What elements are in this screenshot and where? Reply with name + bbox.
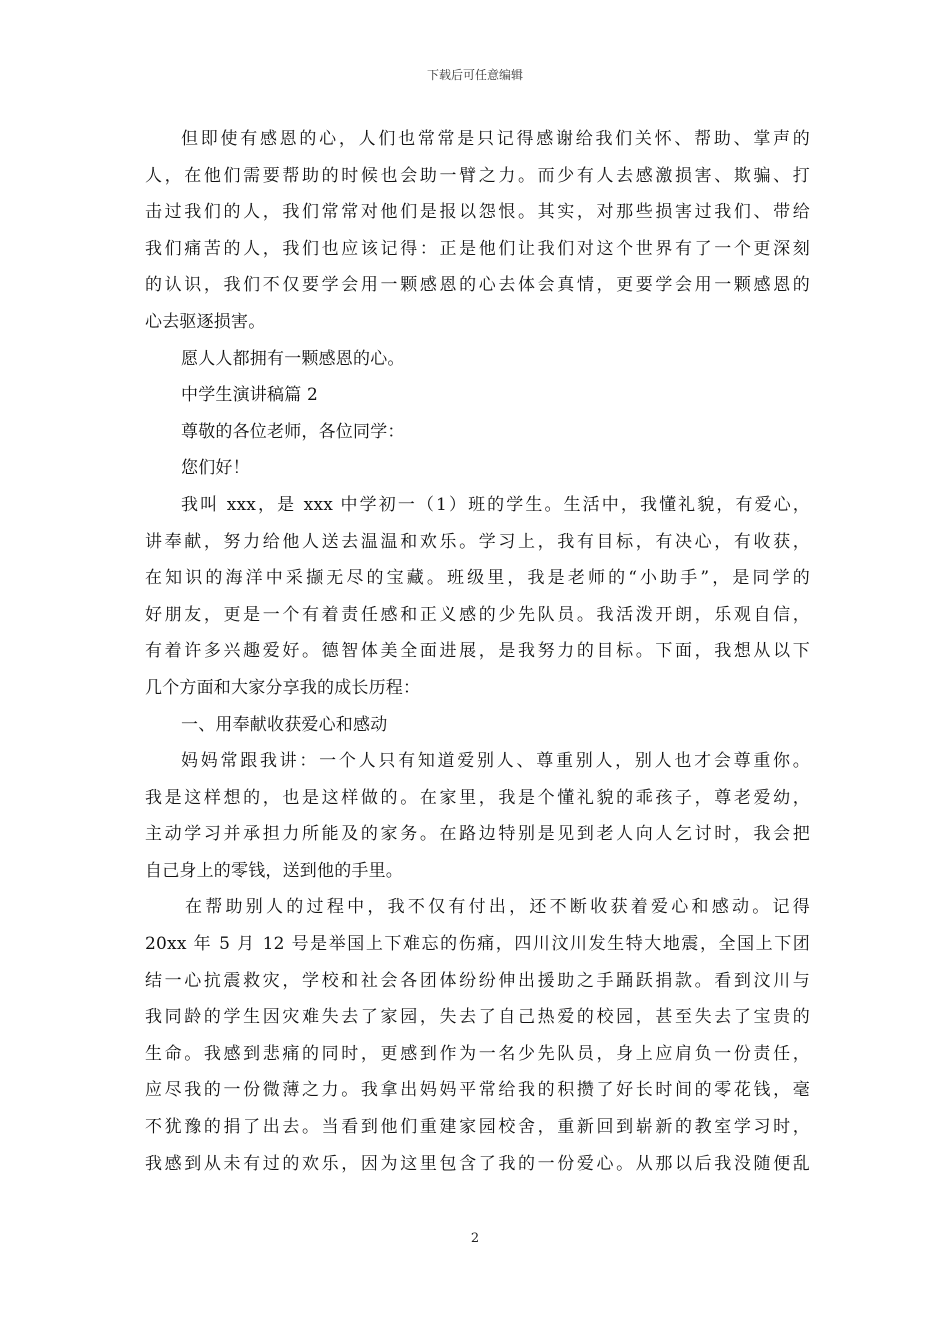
paragraph-line: 自己身上的零钱，送到他的手里。 [145,860,403,881]
paragraph-line: 主动学习并承担力所能及的家务。在路边特别是见到老人向人乞讨时，我会把 [145,824,810,845]
paragraph-line: 愿人人都拥有一颗感恩的心。 [181,348,405,369]
paragraph-line: 我同龄的学生因灾难失去了家园，失去了自己热爱的校园，甚至失去了宝贵的 [145,1007,810,1028]
paragraph-line: 应尽我的一份微薄之力。我拿出妈妈平常给我的积攒了好长时间的零花钱，毫 [145,1080,810,1101]
paragraph-line: 人，在他们需要帮助的时候也会助一臂之力。而少有人去感激损害、欺骗、打 [145,165,810,186]
paragraph-line: 我感到从未有过的欢乐，因为这里包含了我的一份爱心。从那以后我没随便乱 [145,1153,810,1174]
paragraph-line: 击过我们的人，我们常常对他们是报以怨恨。其实，对那些损害过我们、带给 [145,202,810,223]
greeting: 您们好！ [181,458,250,479]
paragraph-line: 有着许多兴趣爱好。德智体美全面进展，是我努力的目标。下面，我想从以下 [145,641,810,662]
paragraph-line: 生命。我感到悲痛的同时，更感到作为一名少先队员，身上应肩负一份责任， [145,1043,810,1064]
document-body [145,121,810,1182]
salutation: 尊敬的各位老师，各位同学： [181,421,405,442]
subsection-heading: 一、用奉献收获爱心和感动 [181,714,388,735]
paragraph-line: 心去驱逐损害。 [145,311,266,332]
paragraph-line: 在帮助别人的过程中，我不仅有付出，还不断收获着爱心和感动。记得 [185,897,810,918]
paragraph-line: 我是这样想的，也是这样做的。在家里，我是个懂礼貌的乖孩子，尊老爱幼， [145,787,810,808]
paragraph-line: 但即使有感恩的心，人们也常常是只记得感谢给我们关怀、帮助、掌声的 [181,129,810,149]
page-number: 2 [470,1231,480,1246]
paragraph-line: 几个方面和大家分享我的成长历程： [145,677,421,698]
paragraph-line: 讲奉献，努力给他人送去温温和欢乐。学习上，我有目标，有决心，有收获， [145,531,810,552]
paragraph-line: 结一心抗震救灾，学校和社会各团体纷纷伸出援助之手踊跃捐款。看到汶川与 [145,970,810,991]
page-header: 下载后可任意编辑 [426,68,523,82]
section-title: 中学生演讲稿篇 2 [181,385,319,406]
paragraph-line: 不犹豫的捐了出去。当看到他们重建家园校舍，重新回到崭新的教室学习时， [145,1117,810,1138]
paragraph-line: 妈妈常跟我讲：一个人只有知道爱别人、尊重别人，别人也才会尊重你。 [181,751,810,772]
paragraph-line: 好朋友，更是一个有着责任感和正义感的少先队员。我活泼开朗，乐观自信， [145,604,810,625]
paragraph-line: 20xx 年 5 月 12 号是举国上下难忘的伤痛，四川汶川发生特大地震，全国上下团 [145,934,810,955]
paragraph-line: 在知识的海洋中采撷无尽的宝藏。班级里，我是老师的“小助手”，是同学的 [145,568,810,589]
paragraph-line: 我叫 xxx，是 xxx 中学初一（1）班的学生。生活中，我懂礼貌，有爱心， [181,494,810,515]
paragraph-line: 的认识，我们不仅要学会用一颗感恩的心去体会真情，更要学会用一颗感恩的 [145,275,810,296]
paragraph-line: 我们痛苦的人，我们也应该记得：正是他们让我们对这个世界有了一个更深刻 [145,238,810,259]
